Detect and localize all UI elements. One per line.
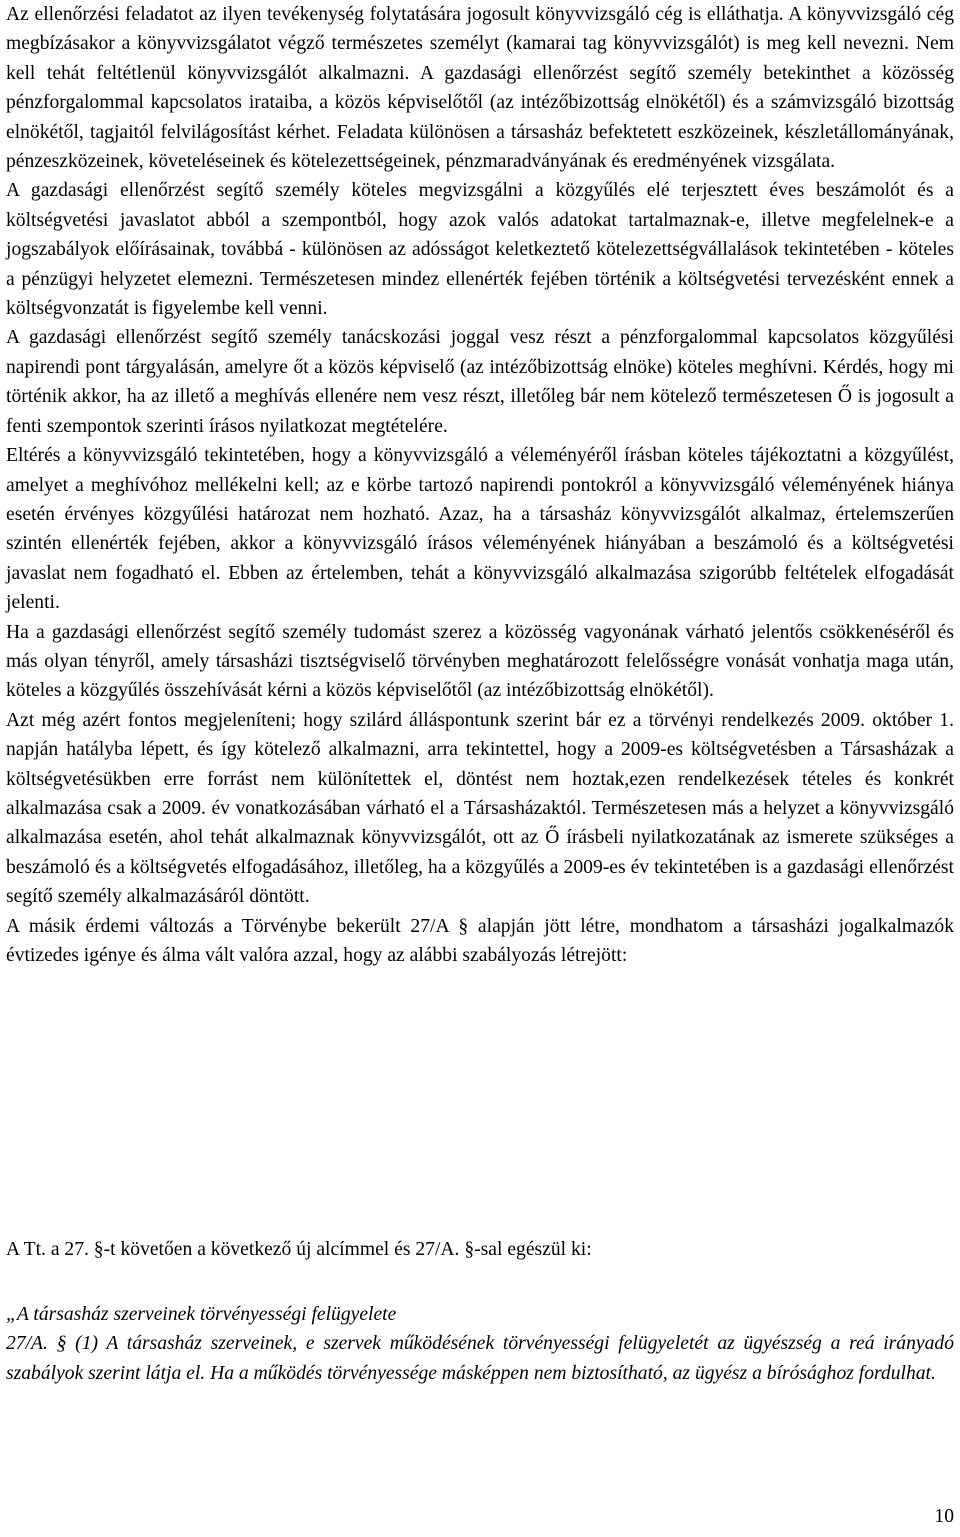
quote-heading: „A társasház szerveinek törvényességi felügyelete xyxy=(6,1304,397,1325)
paragraph-4: Eltérés a könyvvizsgáló tekintetében, hogy a könyvvizsgáló a véleményéről írásban köteles tájékoztatni a közgyűlést, amelyet a meghívóhoz mellékelni kell; az e körbe tartozó napirendi pontokról a könyvvizsgáló véleményének hiánya esetén érvényes közgyűlési határozat nem hozható. Azaz, ha a társasház könyvvizsgálót alkalmaz, értelemszerűen szintén ellenérték fejében, akkor a könyvvizsgáló írásos véleményének hiányában a beszámoló és a költségvetési javaslat nem fogadható el. Ebben az értelemben, tehát a könyvvizsgáló alkalmazása szigorúbb feltételek elfogadását jelenti. xyxy=(6,445,954,614)
quote-body: 27/A. § (1) A társasház szerveinek, e szervek működésének törvényességi felügyeletét az ügyészség a reá irányadó szabályok szerint látja el. Ha a működés törvényessége másképpen nem biztosítható, az ügyész a bírósághoz fordulhat. xyxy=(6,1333,954,1384)
paragraph-7: A másik érdemi változás a Törvénybe bekerült 27/A § alapján jött létre, mondhatom a társasházi jogalkalmazók évtizedes igénye és álma vált valóra azzal, hogy az alábbi szabályozás létrejött: xyxy=(6,915,954,966)
amendment-line: A Tt. a 27. §-t követően a következő új alcímmel és 27/A. §-sal egészül ki: xyxy=(6,1239,592,1260)
document-body xyxy=(6,0,954,970)
paragraph-3: A gazdasági ellenőrzést segítő személy tanácskozási joggal vesz részt a pénzforgalommal kapcsolatos közgyűlési napirendi pont tárgyalásán, amelyre őt a közös képviselő (az intézőbizottság elnöke) köteles meghívni. Kérdés, hogy mi történik akkor, ha az illető a meghívás ellenére nem vesz részt, illetőleg bár nem kötelező természetesen Ő is jogosult a fenti szempontok szerinti írásos nyilatkozat megtételére. xyxy=(6,327,954,437)
paragraph-6: Azt még azért fontos megjeleníteni; hogy szilárd álláspontunk szerint bár ez a törvényi rendelkezés 2009. október 1. napján hatályba lépett, és így kötelező alkalmazni, arra tekintettel, hogy a 2009-es költségvetésben a Társasházak a költségvetésükben erre forrást nem különítettek el, döntést nem hoztak,ezen rendelkezések tételes és konkrét alkalmazása csak a 2009. év vonatkozásában várható el a Társasházaktól. Természetesen más a helyzet a könyvvizsgáló alkalmazása esetén, ahol tehát alkalmaznak könyvvizsgálót, ott az Ő írásbeli nyilatkozatának az ismerete szükséges a beszámoló és a költségvetés elfogadásához, illetőleg, ha a közgyűlés a 2009-es év tekintetében is a gazdasági ellenőrzést segítő személy alkalmazásáról döntött. xyxy=(6,709,954,908)
quoted-law-text xyxy=(6,1300,954,1388)
page-number: 10 xyxy=(934,1506,954,1527)
paragraph-2: A gazdasági ellenőrzést segítő személy köteles megvizsgálni a közgyűlés elé terjesztett éves beszámolót és a költségvetési javaslatot abból a szempontból, hogy azok valós adatokat tartalmaznak-e, illetve megfelelnek-e a jogszabályok előírásainak, továbbá - különösen az adósságot keletkeztető kötelezettségvállalások tekintetében - köteles a pénzügyi helyzetet elemezni. Természetesen mindez ellenérték fejében történik a költségvetési tervezésként ennek a költségvonzatát is figyelembe kell venni. xyxy=(6,180,954,320)
document-page xyxy=(6,0,954,1384)
paragraph-5: Ha a gazdasági ellenőrzést segítő személy tudomást szerez a közösség vagyonának várható jelentős csökkenéséről és más olyan tényről, amely társasházi tisztségviselő törvényben meghatározott felelősségre vonását vonhatja maga után, köteles a közgyűlés összehívását kérni a közös képviselőtől (az intézőbizottság elnökétől). xyxy=(6,621,954,702)
paragraph-1: Az ellenőrzési feladatot az ilyen tevékenység folytatására jogosult könyvvizsgáló cég is elláthatja. A könyvvizsgáló cég megbízásakor a könyvvizsgálatot végző természetes személyt (kamarai tag könyvvizsgálót) is meg kell nevezni. Nem kell tehát feltétlenül könyvvizsgálót alkalmazni. A gazdasági ellenőrzést segítő személy betekinthet a közösség pénzforgalommal kapcsolatos irataiba, a közös képviselőtől (az intézőbizottság elnökétől) és a számvizsgáló bizottság elnökétől, tagjaitól felvilágosítást kérhet. Feladata különösen a társasház befektetett eszközeinek, készletállományának, pénzeszközeinek, követeléseinek és kötelezettségeinek, pénzmaradványának és eredményének vizsgálata. xyxy=(6,4,954,173)
